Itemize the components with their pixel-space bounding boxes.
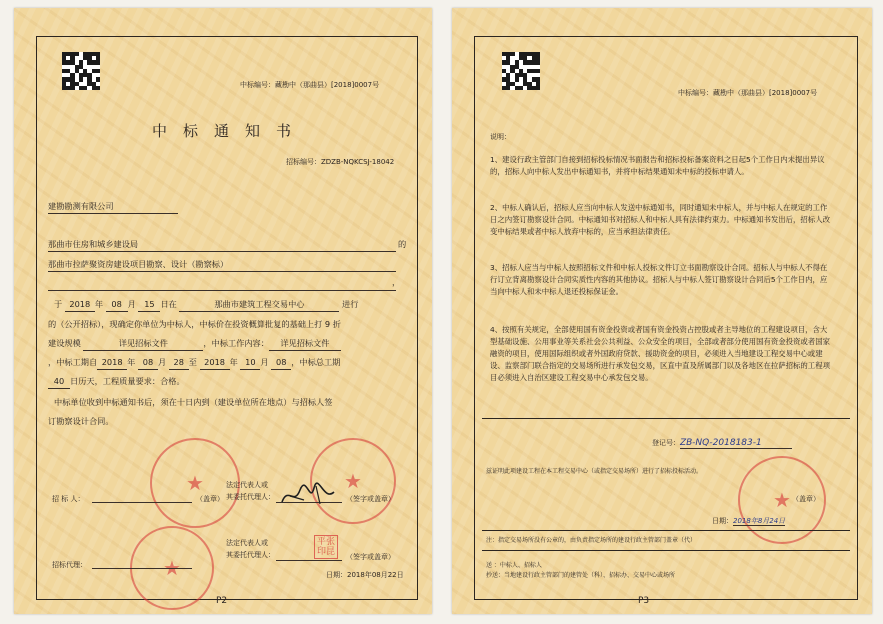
note-3: 3、招标人应当与中标人按照招标文件和中标人投标文件订立书面勘察设计合同。招标人与中标人不得在行订立背离勘察设计合同实质性内容的其他协议。招标人与中标人签订勘察设计合同后5个工作日内，应当向中标人和未中标人退还投标保证金。 <box>490 263 828 296</box>
award-date-line <box>54 298 358 312</box>
personal-seal-text-top: 平张 <box>317 537 336 547</box>
right-date-label: 日期： <box>712 517 733 525</box>
project-name: 那曲市拉萨聚资房建设项目勘察、设计（勘察标） <box>48 259 229 269</box>
legal-rep-label-1: 法定代表人或 <box>226 481 268 489</box>
start-year: 2018 <box>97 356 127 370</box>
legal-rep-sign-note: （签字或盖章） <box>346 495 395 503</box>
total-days: 40 <box>48 375 70 389</box>
scale-label: 建设规模 <box>48 338 81 348</box>
divider-3 <box>482 550 850 551</box>
text-zhi: 至 <box>188 357 197 367</box>
tenderer-sign-line <box>92 502 192 503</box>
start-label: ，中标工期自 <box>48 357 98 367</box>
tenderer-suffix: 的 <box>398 239 407 249</box>
page-p3 <box>452 8 872 614</box>
agent-sign-line <box>276 560 342 561</box>
page-number-p3: P3 <box>638 596 650 606</box>
end-day: 08 <box>271 356 291 370</box>
end-year: 2018 <box>200 356 230 370</box>
text-yue: 月 <box>127 299 136 309</box>
scale-line <box>48 337 341 351</box>
duration-line <box>48 375 185 389</box>
sign-date-value: 2018年08月22日 <box>347 571 404 579</box>
venue: 那曲市建筑工程交易中心 <box>179 298 339 312</box>
award-year: 2018 <box>65 298 95 312</box>
note-1: 1、建设行政主管部门自接到招标投标情况书面报告和招标投标备案资料之日起5个工作日内未提出异议的，招标人向中标人发出中标通知书，并将中标结果通知未中标的投标申请人。 <box>490 155 825 176</box>
award-day: 15 <box>138 298 160 312</box>
document-title: 中标通知书 <box>152 122 308 140</box>
text-nian: 年 <box>127 357 136 367</box>
page-number-p2: P2 <box>216 596 228 606</box>
content-label: ，中标工作内容： <box>203 338 269 348</box>
qr-code-icon <box>62 52 100 90</box>
tail-comma: ， <box>392 277 401 287</box>
registration <box>652 438 792 449</box>
right-date-value: 2018年8月24日 <box>733 517 786 525</box>
right-date <box>712 516 785 526</box>
start-month: 08 <box>138 356 158 370</box>
agent-label: 招标代理： <box>52 561 87 569</box>
legal-rep-label-2: 其委托代理人： <box>226 493 275 501</box>
sign-date-label: 日期： <box>326 571 347 579</box>
reg-label: 登记号： <box>652 439 680 447</box>
exchange-center-seal-icon: ★ <box>738 456 826 544</box>
text-ri-zai: 日在 <box>160 299 177 309</box>
qr-code-icon <box>502 52 540 90</box>
note-2: 2、中标人确认后，招标人应当向中标人发送中标通知书，同时通知未中标人，并与中标人在规定的工作日之内签订勘察设计合同。中标通知书对招标人和中标人具有法律约束力。中标通知书发出后，招标人改变中标结果或者中标人放弃中标的，应当承担法律责任。 <box>490 203 830 236</box>
personal-seal-text-bottom: 印昆 <box>317 547 336 557</box>
award-number: 中标编号：藏勘中（那曲县）[2018]0007号 <box>240 81 380 89</box>
project-line <box>48 258 396 272</box>
total-label: ，中标总工期 <box>291 357 341 367</box>
text-yue: 月 <box>157 357 167 367</box>
handwritten-signature-icon <box>280 482 336 508</box>
tenderer-seal-icon: ★ <box>150 438 240 528</box>
text-nian: 年 <box>229 357 238 367</box>
start-day: 28 <box>169 356 189 370</box>
divider-1 <box>482 418 850 419</box>
end-month: 10 <box>240 356 260 370</box>
contract-note-line2: 订勘察设计合同。 <box>48 416 114 426</box>
note-4: 4、按照有关规定，全部使用国有资金投资或者国有资金投资占控股或者主导地位的工程建设项目，含大型基础设施、公用事业等关系社会公共利益、公众安全的项目，全部或者部分使用国有资金投资或者国家融资的项目，使用国际组织或者外国政府贷款、援助资金的项目，必须进入当地建设工程交易中心或建设、监察部门联合指定的交易场所进行承发包交易，区直中直及所属部门以及各地区在拉萨招标的工程项目必须进入自治区建设工程交易中心承发包交易。 <box>490 325 830 382</box>
agent-label-line <box>92 568 192 569</box>
agent-legal-rep-label-1: 法定代表人或 <box>226 539 268 547</box>
text-yue: 月 <box>260 357 269 367</box>
agent-seal-icon: ★ <box>130 526 214 610</box>
copy-line: 抄送：当地建设行政主管部门的建管处（科）、招标办、交易中心或场所 <box>486 572 676 579</box>
award-price-line: 的（公开招标），现确定你单位为中标人，中标价在投资概算批复的基础上打 9 折 <box>48 319 341 329</box>
text-nian: 年 <box>94 299 104 309</box>
content-value: 详见招标文件 <box>269 337 341 351</box>
tenderer-name: 那曲市住房和城乡建设局 <box>48 239 139 249</box>
send-line: 送 ：中标人、招标人 <box>486 562 542 569</box>
divider-2 <box>482 530 850 531</box>
reg-value: ZB-NQ-2018183-1 <box>680 438 792 449</box>
agent-sign-note: （签字或盖章） <box>346 553 395 561</box>
award-number: 中标编号：藏勘中（那曲县）[2018]0007号 <box>678 89 818 97</box>
scale-value: 详见招标文件 <box>83 337 203 351</box>
total-suffix: 日历天，工程质量要求：合格。 <box>70 376 185 386</box>
schedule-line <box>48 356 340 370</box>
sign-date <box>326 570 404 580</box>
tenderer-label: 招 标 人： <box>52 495 85 503</box>
page-p2 <box>14 8 432 614</box>
footnote: 注：指定交易场所没有公章的，由负责指定场所的建设行政主管部门盖章（代） <box>486 537 697 544</box>
notes-heading: 说明： <box>490 133 511 141</box>
blank-line <box>48 278 396 291</box>
personal-seal-icon <box>314 535 338 559</box>
text-jinxing: 进行 <box>342 299 359 309</box>
tender-number: 招标编号：ZDZB-NQKCSJ-18042 <box>286 158 395 166</box>
exchange-seal-icon: ★ <box>310 438 396 524</box>
certification-line: 兹证明此项建设工程在本工程交易中心（或指定交易场所）进行了招标投标活动。 <box>486 468 703 475</box>
right-seal-note: （盖章） <box>792 495 820 503</box>
award-month: 08 <box>106 298 128 312</box>
tenderer-line <box>48 238 396 252</box>
text-yu: 于 <box>54 299 63 309</box>
agent-legal-rep-label-2: 其委托代理人： <box>226 551 275 559</box>
winner-company: 建勘勘测有限公司 <box>48 200 178 214</box>
contract-note-line1: 中标单位收到中标通知书后，须在十日内到（建设单位所在地点）与招标人签 <box>54 397 333 407</box>
tenderer-seal-note: （盖章） <box>196 495 224 503</box>
